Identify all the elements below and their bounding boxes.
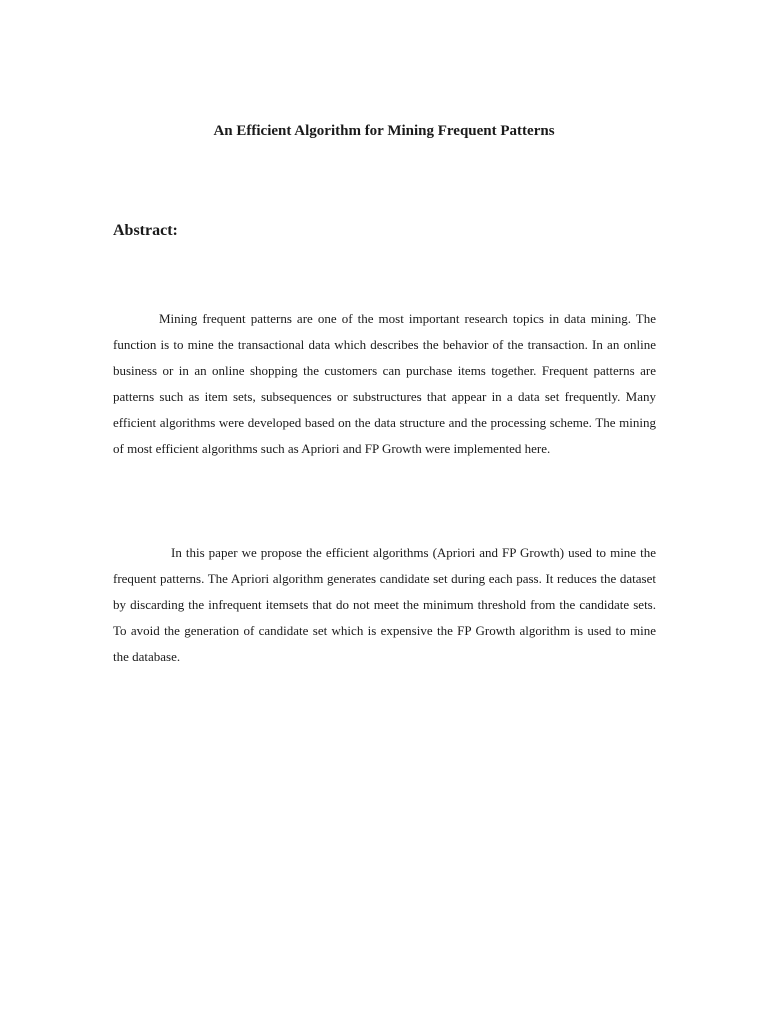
abstract-paragraph-2: In this paper we propose the efficient algorithms (Apriori and FP Growth) used to mine the frequent patterns. The Apriori algorithm generates candidate set during each pass. It reduces the dataset by discarding the infrequent itemsets that do not meet the minimum threshold from the candidate sets. To avoid the generation of candidate set which is expensive the FP Growth algorithm is used to mine the database. bbox=[113, 545, 656, 665]
abstract-paragraph-1: Mining frequent patterns are one of the most important research topics in data mining. The function is to mine the transactional data which describes the behavior of the transaction. In an online business or in an online shopping the customers can purchase items together. Frequent patterns are patterns such as item sets, subsequences or substructures that appear in a data set frequently. Many efficient algorithms were developed based on the data structure and the processing scheme. The mining of most efficient algorithms such as Apriori and FP Growth were implemented here. bbox=[113, 311, 656, 457]
abstract-heading: Abstract: bbox=[113, 222, 178, 239]
paper-title: An Efficient Algorithm for Mining Frequent Patterns bbox=[213, 123, 555, 139]
